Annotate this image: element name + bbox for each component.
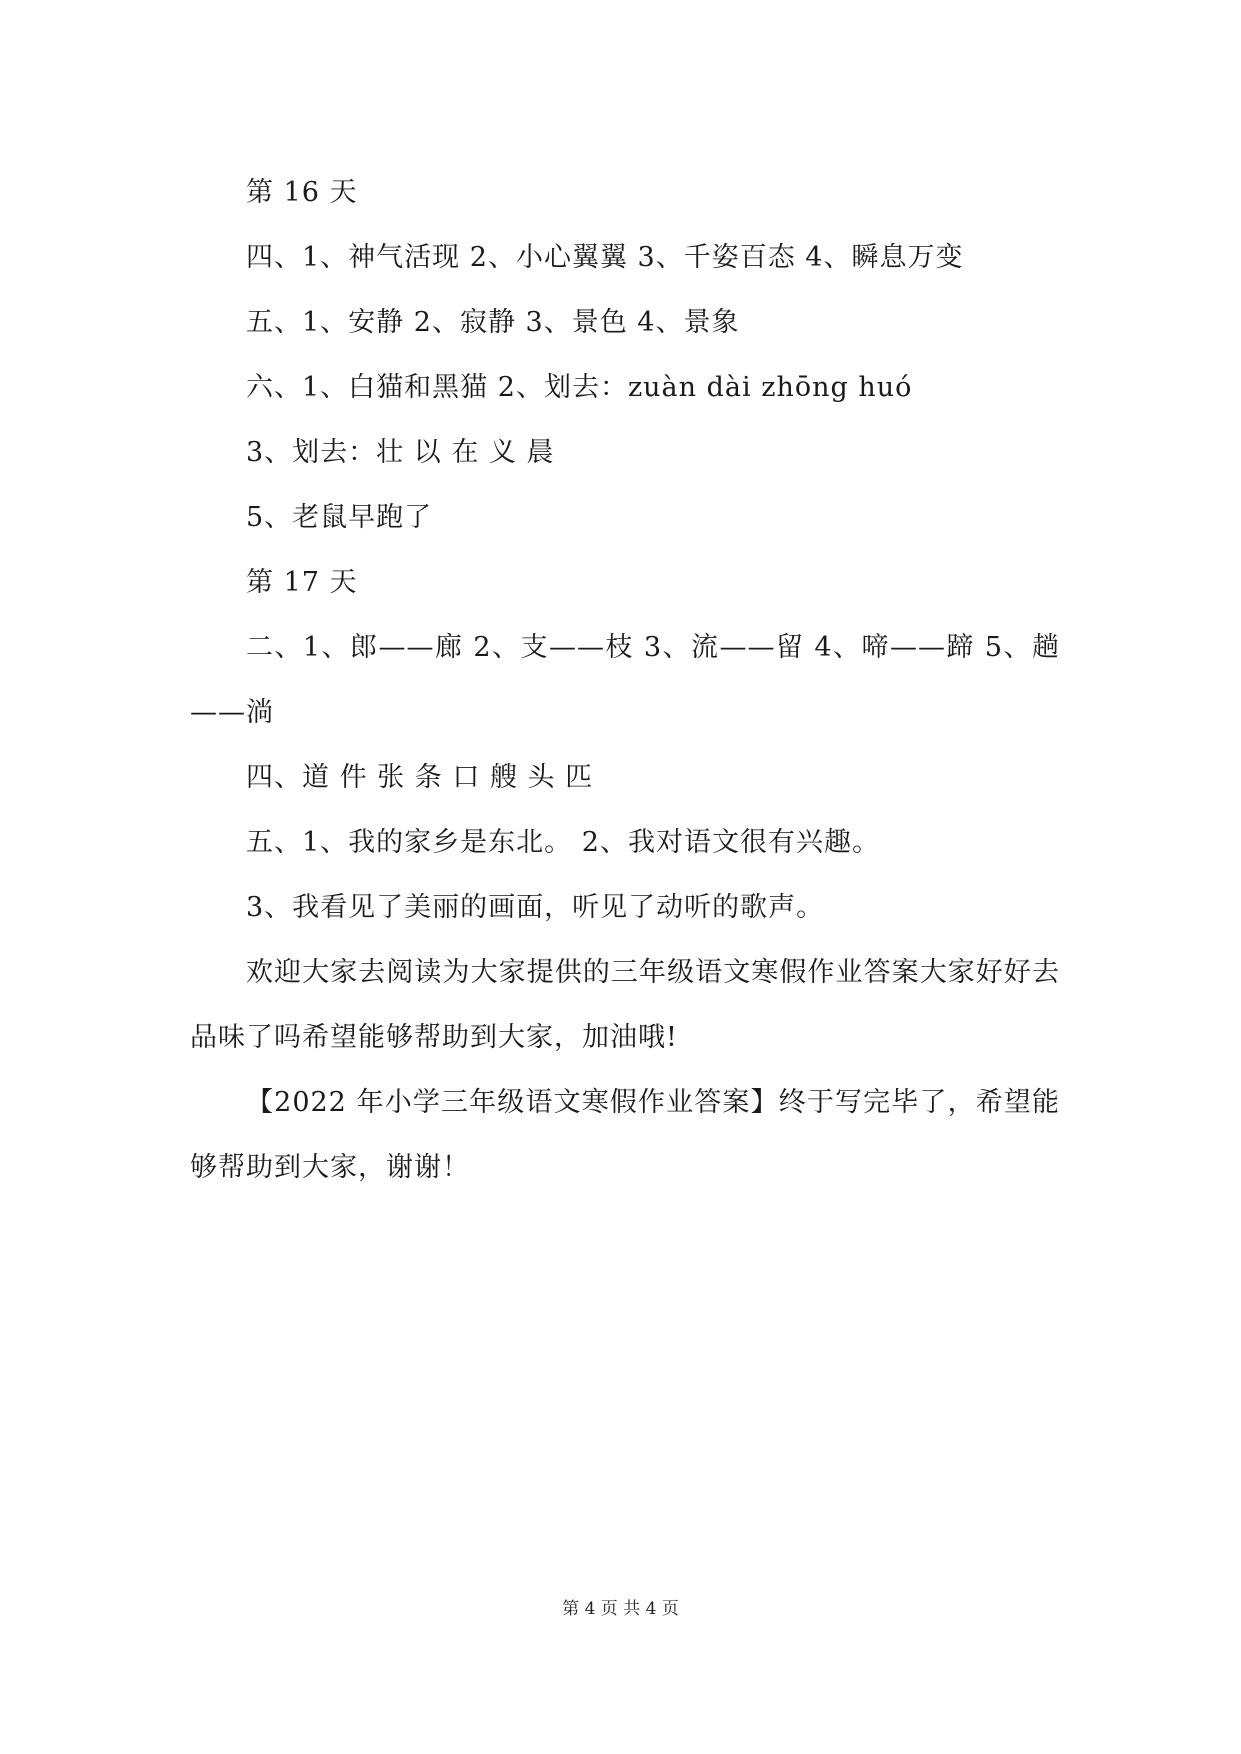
answer-line: 四、道 件 张 条 口 艘 头 匹 bbox=[246, 762, 594, 793]
answer-line: 四、1、神气活现 2、小心翼翼 3、千姿百态 4、瞬息万变 bbox=[246, 242, 964, 273]
day-heading: 第 16 天 bbox=[246, 177, 358, 208]
document-body bbox=[190, 160, 1060, 1200]
answer-line: 3、划去：壮 以 在 义 晨 bbox=[246, 437, 555, 468]
answer-line: 5、老鼠早跑了 bbox=[246, 502, 433, 533]
page-number: 第 4 页 共 4 页 bbox=[562, 1599, 679, 1619]
page-footer bbox=[0, 1594, 1241, 1619]
answer-line: 五、1、安静 2、寂静 3、景色 4、景象 bbox=[246, 307, 740, 338]
answer-line: 3、我看见了美丽的画面，听见了动听的歌声。 bbox=[246, 892, 825, 923]
answer-line: 五、1、我的家乡是东北。 2、我对语文很有兴趣。 bbox=[246, 827, 880, 858]
day-heading: 第 17 天 bbox=[246, 567, 358, 598]
closing-paragraph: 欢迎大家去阅读为大家提供的三年级语文寒假作业答案大家好好去品味了吗希望能够帮助到大家，加油哦! bbox=[190, 957, 1060, 1053]
answer-line: 二、1、郎——廊 2、支——枝 3、流——留 4、啼——蹄 5、趟——淌 bbox=[190, 632, 1060, 728]
closing-paragraph: 【2022 年小学三年级语文寒假作业答案】终于写完毕了，希望能够帮助到大家，谢谢！ bbox=[190, 1087, 1060, 1183]
answer-line: 六、1、白猫和黑猫 2、划去：zuàn dài zhōng huó bbox=[246, 372, 913, 403]
